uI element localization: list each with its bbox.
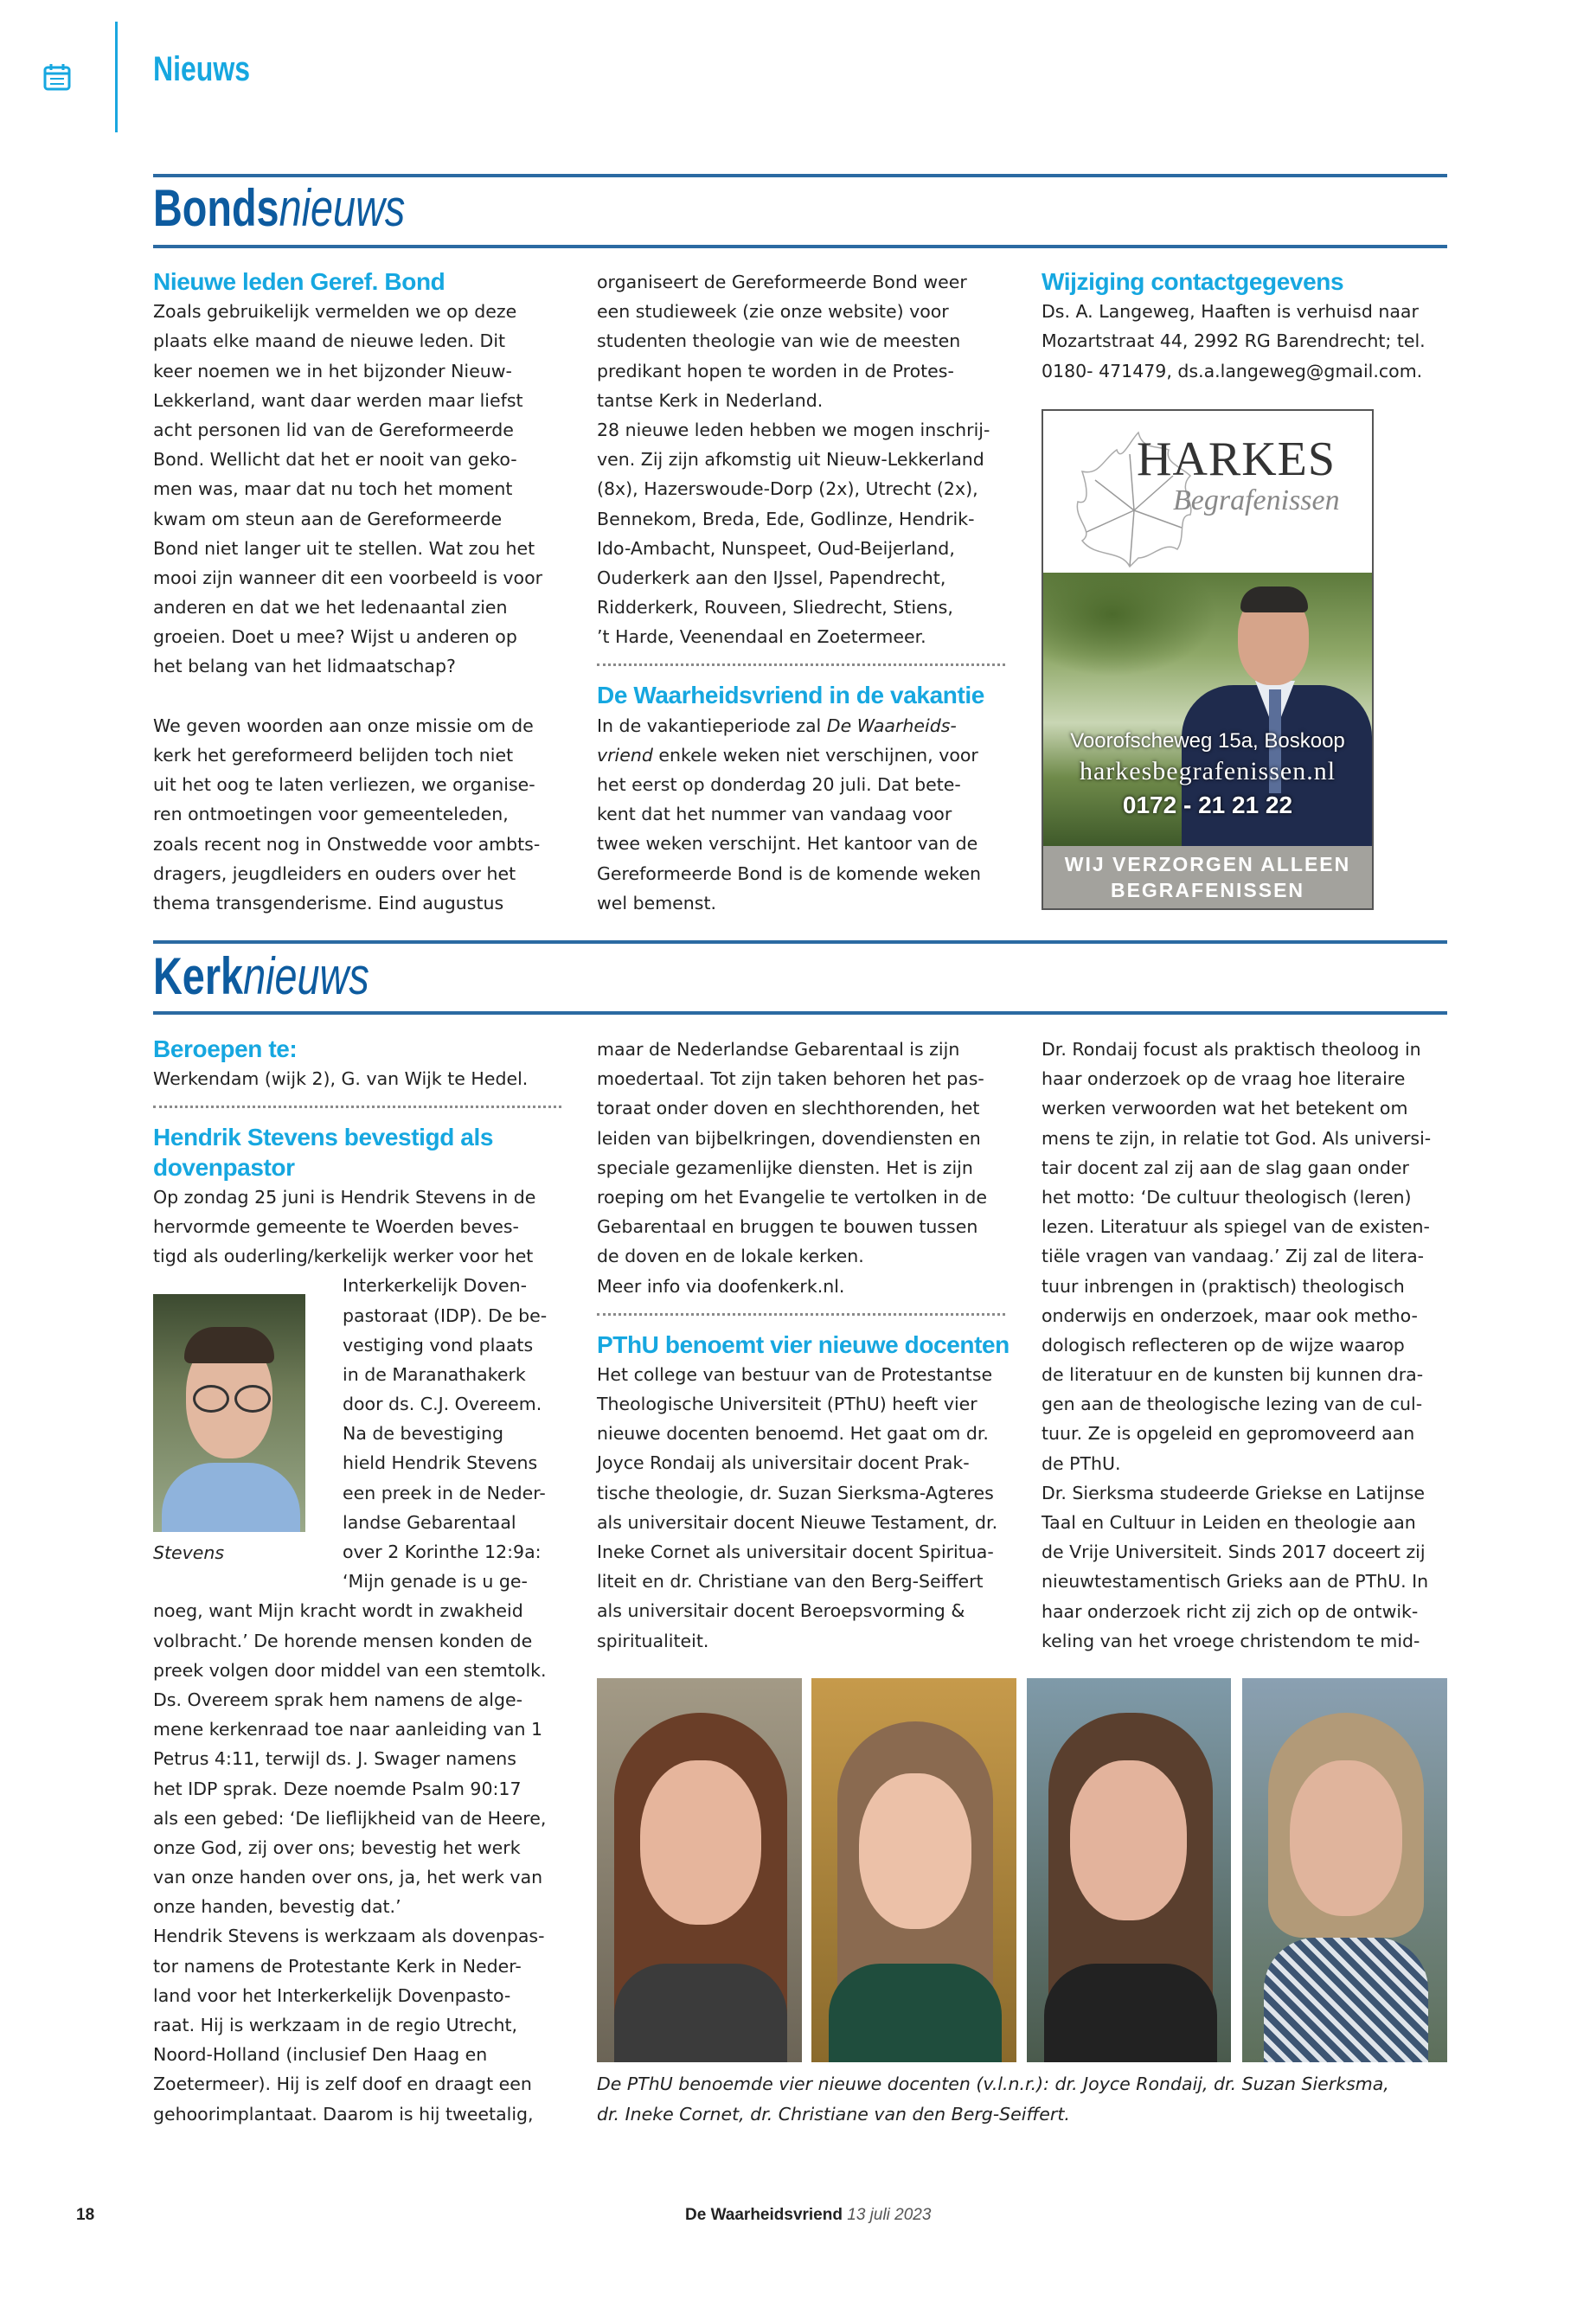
- text-line: kerk het gereformeerd belijden toch niet: [153, 745, 514, 766]
- text-line: toraat onder doven en slechthorenden, het: [597, 1098, 980, 1119]
- text-line: Taal en Cultuur in Leiden en theologie aan: [1042, 1512, 1416, 1533]
- text-line: studenten theologie van wie de meesten: [597, 330, 961, 352]
- text-line: leiden van bijbelkringen, dovendiensten en: [597, 1127, 981, 1149]
- ad-brand: HARKES: [1137, 433, 1336, 486]
- text-line: haar onderzoek richt zij zich op de ontwik-: [1042, 1600, 1419, 1622]
- title-italic: nieuws: [279, 179, 406, 237]
- text-line: Gebarentaal en bruggen te bouwen tussen: [597, 1216, 978, 1238]
- article-nieuwe-leden: [153, 267, 561, 918]
- ad-phone[interactable]: 0172 - 21 21 22: [1122, 792, 1293, 818]
- rule: [153, 1011, 1447, 1015]
- article-heading: Nieuwe leden Geref. Bond: [153, 268, 445, 295]
- text-block: [597, 770, 1005, 918]
- text-line: ‘Mijn genade is u ge-: [343, 1571, 528, 1593]
- text-line: nieuwtestamentisch Grieks aan de PThU. In: [1042, 1571, 1429, 1593]
- page-number: 18: [76, 2206, 95, 2224]
- text-line: Hendrik Stevens is werkzaam als dovenpas-: [153, 1926, 545, 1947]
- text-line: de PThU.: [1042, 1452, 1121, 1474]
- article-heading: dovenpastor: [153, 1153, 295, 1181]
- rule: [153, 174, 1447, 177]
- article-heading: Hendrik Stevens bevestigd als: [153, 1124, 494, 1151]
- portrait-cornet: [1027, 1678, 1231, 2062]
- text-line: lezen. Literatuur als spiegel van de existen-: [1042, 1216, 1430, 1238]
- text-line: onze God, zij over ons; bevestig het werk: [153, 1836, 521, 1858]
- text-line: tigd als ouderling/kerkelijk werker voor het: [153, 1246, 534, 1267]
- text-line: onze handen, bevestig dat.’: [153, 1896, 401, 1918]
- text-line: preek volgen door middel van een stemtolk.: [153, 1659, 547, 1681]
- text-line: thema transgenderisme. Eind augustus: [153, 892, 504, 913]
- text-line: uit het oog te laten verliezen, we organise-: [153, 774, 535, 796]
- rule: [153, 245, 1447, 248]
- text-block: [153, 1596, 561, 2128]
- text-line: Lekkerland, want daar werden maar liefst: [153, 389, 523, 411]
- text-line: groeien. Doet u mee? Wijst u anderen op: [153, 626, 517, 648]
- text-line: anderen en dat we het ledenaantal zien: [153, 597, 508, 619]
- text-line: We geven woorden aan onze missie om de: [153, 715, 534, 736]
- text-line: de doven en de lokale kerken.: [597, 1246, 864, 1267]
- text-block: [597, 1360, 1005, 1656]
- text-line: het IDP sprak. Deze noemde Psalm 90:17: [153, 1778, 522, 1799]
- text-line: Bond. Wellicht dat het er nooit van geko-: [153, 449, 517, 471]
- text-line: Werkendam (wijk 2), G. van Wijk te Hedel.: [153, 1068, 529, 1090]
- text-block: [1042, 1035, 1450, 1656]
- text-line: Petrus 4:11, terwijl ds. J. Swager namens: [153, 1748, 516, 1770]
- text-line: gehoorimplantaat. Daarom is hij tweetalig,: [153, 2103, 534, 2125]
- text-line: Ouderkerk aan den IJssel, Papendrecht,: [597, 567, 946, 588]
- text-line: van onze handen over ons, ja, het werk van: [153, 1867, 543, 1888]
- text-line: keer noemen we in het bijzonder Nieuw-: [153, 360, 512, 381]
- text-line: als universitair docent Nieuwe Testament, dr.: [597, 1511, 998, 1533]
- text-line: Ineke Cornet als universitair docent Spiritua-: [597, 1541, 994, 1562]
- text-line: Joyce Rondaij als universitair docent Prak-: [597, 1452, 970, 1474]
- harkes-advertisement[interactable]: [1042, 409, 1374, 910]
- text-line: moedertaal. Tot zijn taken behoren het pas-: [597, 1068, 984, 1090]
- text-line: Mozartstraat 44, 2992 RG Barendrecht; tel.: [1042, 330, 1426, 352]
- text-line: liteit en dr. Christiane van den Berg-Seiffert: [597, 1571, 984, 1593]
- text-line: onderwijs en onderzoek, maar ook metho-: [1042, 1304, 1418, 1326]
- text-line: Meer info via doofenkerk.nl.: [597, 1275, 845, 1297]
- text-line: hervormde gemeente te Woerden beves-: [153, 1215, 519, 1237]
- text-line: kwam om steun aan de Gereformeerde: [153, 508, 503, 529]
- text-line: men was, maar dat nu toch het moment: [153, 478, 513, 500]
- text-line: pastoraat (IDP). De be-: [343, 1304, 548, 1326]
- text-line: maar de Nederlandse Gebarentaal is zijn: [597, 1039, 960, 1060]
- text-line: Bond niet langer uit te stellen. Wat zou het: [153, 537, 535, 559]
- dotted-divider: [153, 1106, 561, 1108]
- photo-caption: De PThU benoemde vier nieuwe docenten (v.l.n.r.): dr. Joyce Rondaij, dr. Suzan Sierksma,: [597, 2073, 1389, 2094]
- title-bold: Bonds: [153, 179, 279, 237]
- text-line: (8x), Hazerswoude-Dorp (2x), Utrecht (2x),: [597, 478, 978, 500]
- dotted-divider: [597, 1313, 1005, 1316]
- column-2-kerk: [597, 1035, 1010, 1656]
- text-line: de literatuur en de kunsten bij kunnen dra-: [1042, 1364, 1424, 1386]
- text-block: [153, 711, 561, 918]
- ad-website[interactable]: harkesbegrafenissen.nl: [1079, 757, 1336, 785]
- text-line: tair docent zal zij aan de slag gaan onder: [1042, 1157, 1409, 1178]
- text-line: Ds. Overeem sprak hem namens de alge-: [153, 1689, 522, 1710]
- dotted-divider: [597, 663, 1005, 666]
- text-line: noeg, want Mijn kracht wordt in zwakheid: [153, 1600, 523, 1622]
- ad-banner: WIJ VERZORGEN ALLEEN BEGRAFENISSEN: [1043, 846, 1372, 908]
- text-line: land voor het Interkerkelijk Dovenpasto-: [153, 1984, 511, 2006]
- text-line: ’t Harde, Veenendaal en Zoetermeer.: [597, 626, 926, 648]
- text-block: [153, 1183, 561, 1272]
- portrait-van-den-berg-seiffert: [1242, 1678, 1447, 2062]
- text-line: landse Gebarentaal: [343, 1511, 516, 1533]
- text-line: de Vrije Universiteit. Sinds 2017 doceert zij: [1042, 1541, 1426, 1563]
- ad-address: Voorofscheweg 15a, Boskoop: [1070, 729, 1345, 753]
- rule: [153, 940, 1447, 944]
- title-italic: nieuws: [243, 947, 369, 1005]
- text-line: hield Hendrik Stevens: [343, 1452, 538, 1474]
- column-2-bonds: [597, 267, 1005, 918]
- text-line: Op zondag 25 juni is Hendrik Stevens in de: [153, 1186, 536, 1208]
- article-heading: Beroepen te:: [153, 1035, 298, 1062]
- text-line: kent dat het nummer van vandaag voor: [597, 804, 952, 825]
- text-line: speciale gezamenlijke diensten. Het is zijn: [597, 1157, 973, 1178]
- photo-caption: dr. Ineke Cornet, dr. Christiane van den Berg-Seiffert.: [597, 2104, 1070, 2125]
- text-line: Dr. Rondaij focust als praktisch theoloog in: [1042, 1039, 1421, 1060]
- header-divider: [115, 22, 118, 132]
- stevens-photo: [153, 1294, 305, 1532]
- text-line: vriend enkele weken niet verschijnen, voor: [597, 744, 978, 766]
- text-line: predikant hopen te worden in de Protes-: [597, 360, 954, 381]
- text-line: als een gebed: ‘De lieflijkheid van de Heere,: [153, 1807, 547, 1829]
- text-line: tuur inbrengen in (praktisch) theologisch: [1042, 1275, 1405, 1297]
- text-line: een preek in de Neder-: [343, 1482, 546, 1503]
- text-line: als universitair docent Beroepsvorming &: [597, 1600, 965, 1622]
- text-line: tische theologie, dr. Suzan Sierksma-Agteres: [597, 1482, 994, 1503]
- text-line: werken verwoorden wat het betekent om: [1042, 1098, 1408, 1119]
- text-line: Ridderkerk, Rouveen, Sliedrecht, Stiens,: [597, 597, 953, 619]
- text-line: Interkerkelijk Doven-: [343, 1275, 527, 1297]
- text-line: twee weken verschijnt. Het kantoor van de: [597, 833, 978, 855]
- text-line: mooi zijn wanneer dit een voorbeeld is voor: [153, 567, 543, 588]
- text-line: Zoetermeer). Hij is zelf doof en draagt een: [153, 2073, 532, 2095]
- text-line: dologisch reflecteren op de wijze waarop: [1042, 1334, 1405, 1356]
- text-line: het belang van het lidmaatschap?: [153, 656, 456, 677]
- text-line: roeping om het Evangelie te vertolken in de: [597, 1186, 988, 1208]
- text-line: organiseert de Gereformeerde Bond weer: [597, 272, 967, 292]
- text-line: een studieweek (zie onze website) voor: [597, 301, 949, 323]
- article-heading: Wijziging contactgegevens: [1042, 268, 1344, 295]
- text-line: ven. Zij zijn afkomstig uit Nieuw-Lekkerland: [597, 449, 984, 471]
- text-line: spiritualiteit.: [597, 1630, 709, 1651]
- text-line: tor namens de Protestante Kerk in Neder-: [153, 1955, 522, 1977]
- text-line: haar onderzoek op de vraag hoe literaire: [1042, 1068, 1406, 1090]
- text-line: in de Maranathakerk: [343, 1363, 526, 1385]
- article-heading: De Waarheidsvriend in de vakantie: [597, 682, 984, 709]
- text-line: plaats elke maand de nieuwe leden. Dit: [153, 330, 506, 352]
- text-line: raat. Hij is werkzaam in de regio Utrecht,: [153, 2015, 518, 2035]
- text-line: Gereformeerde Bond is de komende weken: [597, 862, 982, 884]
- title-bold: Kerk: [153, 947, 244, 1005]
- portrait-sierksma: [811, 1678, 1016, 2062]
- text-line: Ds. A. Langeweg, Haaften is verhuisd naar: [1042, 301, 1419, 323]
- text-line: keling van het vroege christendom te mid-: [1042, 1630, 1420, 1651]
- text-line: vestiging vond plaats: [343, 1334, 534, 1356]
- text-line: tiële vragen van vandaag.’ Zij zal de litera-: [1042, 1246, 1425, 1267]
- article-heading: PThU benoemt vier nieuwe docenten: [597, 1330, 1010, 1358]
- text-line: het motto: ‘De cultuur theologisch (leren): [1042, 1186, 1412, 1208]
- article-contact: [1042, 267, 1450, 386]
- column-1-kerk: [153, 1035, 561, 2129]
- calendar-icon: [43, 62, 71, 91]
- text-line: ren ontmoetingen voor gemeenteleden,: [153, 804, 509, 825]
- text-line: door ds. C.J. Overeem.: [343, 1394, 542, 1415]
- text-line: mene kerkenraad toe naar aanleiding van 1: [153, 1719, 543, 1740]
- text-line: Het college van bestuur van de Protestantse: [597, 1363, 993, 1385]
- text-line: Bennekom, Breda, Ede, Godlinze, Hendrik-: [597, 508, 975, 529]
- text-line: Dr. Sierksma studeerde Griekse en Latijnse: [1042, 1482, 1425, 1503]
- photo-caption: Stevens: [153, 1542, 225, 1563]
- text-line: Zoals gebruikelijk vermelden we op deze: [153, 301, 517, 323]
- text-line: tuur. Ze is opgeleid en gepromoveerd aan: [1042, 1423, 1415, 1445]
- text-line: nieuwe docenten benoemd. Het gaat om dr.: [597, 1423, 989, 1445]
- text-block: [153, 297, 561, 681]
- text-line: acht personen lid van de Gereformeerde: [153, 419, 514, 440]
- text-line: over 2 Korinthe 12:9a:: [343, 1541, 542, 1562]
- text-line: volbracht.’ De horende mensen konden de: [153, 1630, 533, 1651]
- portrait-rondaij: [597, 1678, 802, 2062]
- text-line: Theologische Universiteit (PThU) heeft vier: [597, 1394, 977, 1415]
- text-line: mens te zijn, in relatie tot God. Als universi-: [1042, 1127, 1432, 1149]
- footer-publication: De Waarheidsvriend 13 juli 2023: [685, 2206, 932, 2224]
- text-line: dragers, jeugdleiders en ouders over het: [153, 862, 516, 884]
- text-block: [1042, 297, 1450, 386]
- text-line: het eerst op donderdag 20 juli. Dat bete-: [597, 774, 961, 795]
- ad-subtitle: Begrafenissen: [1173, 484, 1340, 516]
- column-3-kerk: [1042, 1035, 1450, 1656]
- kerknieuws-title: [153, 946, 369, 1006]
- text-line: gen aan de theologische lezing van de cul-: [1042, 1394, 1423, 1415]
- text-line: Ido-Ambacht, Nunspeet, Oud-Beijerland,: [597, 537, 955, 559]
- text-block: [597, 1035, 1005, 1301]
- bondsnieuws-title: [153, 178, 405, 238]
- text-line: Na de bevestiging: [343, 1423, 504, 1445]
- text-line: tantse Kerk in Nederland.: [597, 389, 824, 411]
- text-line: 0180- 471479, ds.a.langeweg@gmail.com.: [1042, 360, 1423, 381]
- section-label: Nieuws: [153, 50, 251, 88]
- text-block: [597, 267, 1005, 651]
- text-line: In de vakantieperiode zal De Waarheids-: [597, 715, 957, 736]
- text-line: Noord-Holland (inclusief Den Haag en: [153, 2044, 488, 2066]
- text-line: 28 nieuwe leden hebben we mogen inschrij-: [597, 419, 990, 440]
- text-line: wel bemenst.: [597, 892, 717, 913]
- text-line: zoals recent nog in Onstwedde voor ambts-: [153, 833, 541, 855]
